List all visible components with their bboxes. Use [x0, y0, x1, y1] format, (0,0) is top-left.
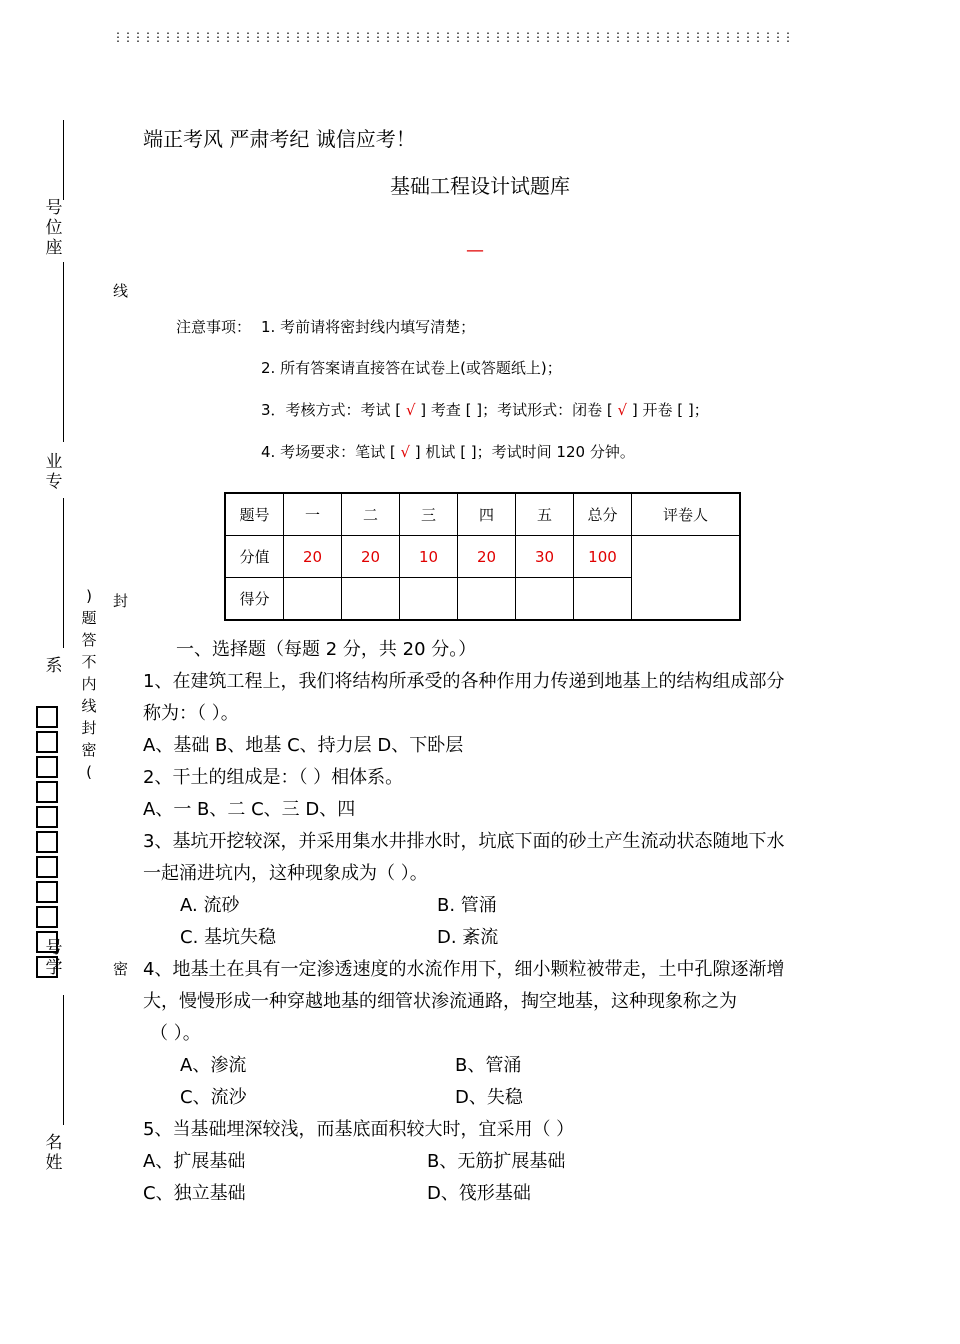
- header-cell-2: 二: [342, 493, 400, 536]
- score-table: [224, 492, 741, 621]
- question-4-option-c: C、流沙: [180, 1087, 247, 1108]
- score-row-label: 得分: [225, 578, 284, 621]
- value-row-label: 分值: [225, 536, 284, 578]
- score-cell-4[interactable]: [458, 578, 516, 621]
- question-5-option-c: C、独立基础: [143, 1183, 246, 1204]
- question-4-option-a: A、渗流: [180, 1055, 247, 1076]
- label-dept: 系: [45, 656, 63, 676]
- question-3-option-b: B. 管涌: [437, 895, 497, 916]
- label-name: 名姓: [45, 1133, 63, 1173]
- question-5-option-a: A、扩展基础: [143, 1151, 246, 1172]
- header-cell-3: 三: [400, 493, 458, 536]
- question-3-option-a: A. 流砂: [180, 895, 240, 916]
- page-title: 基础工程设计试题库: [390, 174, 570, 198]
- question-4-line-1: 4、地基土在具有一定渗透速度的水流作用下，细小颗粒被带走，土中孔隙逐渐增: [143, 959, 785, 980]
- header-cell-1: 一: [284, 493, 342, 536]
- header-cell-5: 五: [516, 493, 574, 536]
- rule-student: [63, 995, 64, 1125]
- notes-lead: 注意事项：: [176, 318, 252, 336]
- rule-major: [63, 498, 64, 648]
- value-cell-total: 100: [574, 536, 632, 578]
- value-cell-2: 20: [342, 536, 400, 578]
- header-cell-grader: 评卷人: [632, 493, 741, 536]
- value-cell-3: 10: [400, 536, 458, 578]
- question-1-line-2: 称为：（ ）。: [143, 703, 239, 724]
- question-3-line-2: 一起涌进坑内，这种现象成为（ ）。: [143, 863, 428, 884]
- question-5-line-1: 5、当基础埋深较浅，而基底面积较大时，宜采用（ ）: [143, 1119, 575, 1140]
- question-3-option-c: C. 基坑失稳: [180, 927, 277, 948]
- score-cell-1[interactable]: [284, 578, 342, 621]
- question-4-option-d: D、失稳: [455, 1087, 523, 1108]
- section-mark: —: [466, 240, 484, 261]
- question-4-line-2: 大，慢慢形成一种穿越地基的细管状渗流通路，掏空地基，这种现象称之为: [143, 991, 737, 1012]
- question-2-options: A、一 B、二 C、三 D、四: [143, 799, 356, 820]
- seal-dotted-line: ⋮⋮⋮⋮⋮⋮⋮⋮⋮⋮⋮⋮⋮⋮⋮⋮⋮⋮⋮⋮⋮⋮⋮⋮⋮⋮⋮⋮⋮⋮⋮⋮⋮⋮⋮⋮⋮⋮⋮⋮⋮⋮⋮⋮⋮⋮⋮⋮⋮⋮⋮⋮⋮⋮⋮⋮⋮⋮⋮⋮⋮⋮⋮⋮⋮⋮⋮⋮: [112, 30, 792, 44]
- question-3-line-1: 3、基坑开挖较深，并采用集水井排水时，坑底下面的砂土产生流动状态随地下水: [143, 831, 785, 852]
- question-1-options: A、基础 B、地基 C、持力层 D、下卧层: [143, 735, 464, 756]
- score-cell-3[interactable]: [400, 578, 458, 621]
- question-3-option-d: D. 紊流: [437, 927, 499, 948]
- note-item-1: 1. 考前请将密封线内填写清楚；: [261, 318, 476, 336]
- seal-mark-secret: 密: [113, 960, 129, 978]
- question-2-line-1: 2、干土的组成是：（ ）相体系。: [143, 767, 404, 788]
- score-table-header-row: [225, 493, 740, 536]
- value-cell-5: 30: [516, 536, 574, 578]
- note-item-4: 4. 考场要求：笔试 [ √ ] 机试 [ ]；考试时间 120 分钟。: [261, 443, 635, 461]
- seal-warning: )题答不内线封密(: [81, 587, 97, 781]
- section-heading: 一、选择题（每题 2 分，共 20 分。）: [176, 639, 477, 660]
- exam-slogan: 端正考风 严肃考纪 诚信应考！: [143, 127, 416, 151]
- question-5-option-d: D、筏形基础: [427, 1183, 531, 1204]
- score-cell-total[interactable]: [574, 578, 632, 621]
- rule-seat-bottom: [63, 262, 64, 442]
- seal-mark-seal: 封: [113, 592, 129, 610]
- score-table-value-row: [225, 536, 740, 578]
- score-cell-2[interactable]: [342, 578, 400, 621]
- label-seat-no: 号位座: [45, 198, 63, 258]
- label-student-no: 号学: [45, 938, 63, 978]
- question-4-line-3: （ ）。: [150, 1023, 201, 1044]
- header-cell-4: 四: [458, 493, 516, 536]
- value-cell-4: 20: [458, 536, 516, 578]
- note-item-2: 2. 所有答案请直接答在试卷上(或答题纸上)；: [261, 359, 562, 377]
- question-1-line-1: 1、在建筑工程上，我们将结构所承受的各种作用力传递到地基上的结构组成部分: [143, 671, 785, 692]
- header-cell-total: 总分: [574, 493, 632, 536]
- label-major: 业专: [45, 452, 63, 492]
- score-cell-5[interactable]: [516, 578, 574, 621]
- note-item-3: 3．考核方式：考试 [ √ ] 考查 [ ]；考试形式：闭卷 [ √ ] 开卷 [ ]；: [261, 401, 709, 419]
- question-5-option-b: B、无筋扩展基础: [427, 1151, 566, 1172]
- header-cell-qno: 题号: [225, 493, 284, 536]
- value-cell-1: 20: [284, 536, 342, 578]
- seal-mark-line: 线: [113, 282, 129, 300]
- grader-cell[interactable]: [632, 536, 741, 621]
- question-4-option-b: B、管涌: [455, 1055, 522, 1076]
